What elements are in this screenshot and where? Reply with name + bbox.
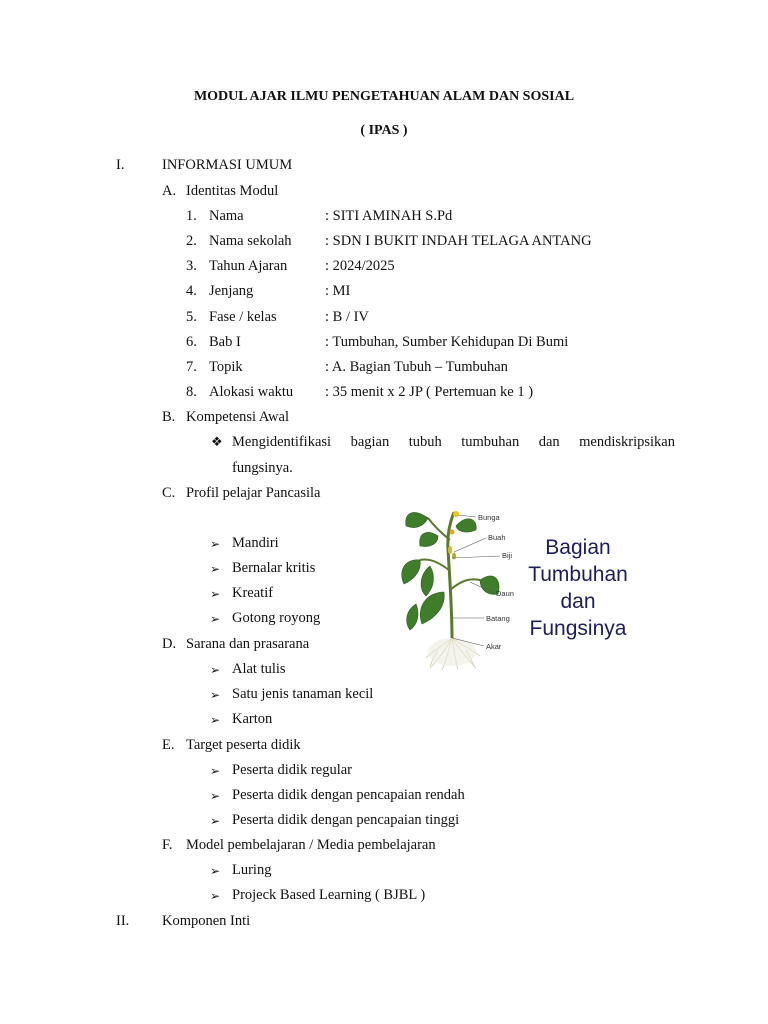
list-item: Peserta didik dengan pencapaian rendah <box>232 787 465 803</box>
competency-word: tubuh <box>408 434 442 450</box>
label-batang: Batang <box>486 614 510 623</box>
arrow-bullet-icon: ➢ <box>210 789 221 803</box>
arrow-bullet-icon: ➢ <box>210 562 221 576</box>
arrow-bullet-icon: ➢ <box>210 889 221 903</box>
identity-value: : Tumbuhan, Sumber Kehidupan Di Bumi <box>325 334 569 350</box>
arrow-bullet-icon: ➢ <box>210 612 221 626</box>
identity-num: 4. <box>186 283 197 299</box>
identity-num: 6. <box>186 334 197 350</box>
plant-fruit <box>448 546 452 554</box>
identity-value: : 2024/2025 <box>325 258 395 274</box>
figure-heading-line-2: Tumbuhan <box>528 563 628 586</box>
label-buah: Buah <box>488 533 506 542</box>
section-1-number: I. <box>116 157 125 173</box>
identity-label: Nama <box>209 208 244 224</box>
section-2-title: Komponen Inti <box>162 913 251 929</box>
identity-num: 5. <box>186 309 197 325</box>
identity-label: Tahun Ajaran <box>209 258 288 274</box>
subsection-a-letter: A. <box>162 183 177 199</box>
label-daun: Daun <box>496 589 514 598</box>
list-item: Peserta didik dengan pencapaian tinggi <box>232 812 460 828</box>
identity-label: Fase / kelas <box>209 309 277 325</box>
document-title: MODUL AJAR ILMU PENGETAHUAN ALAM DAN SOSIAL <box>193 89 575 104</box>
identity-value: : A. Bagian Tubuh – Tumbuhan <box>325 359 508 375</box>
subsection-b-title: Kompetensi Awal <box>186 409 289 425</box>
subsection-b-letter: B. <box>162 409 176 425</box>
figure-heading-line-3: dan <box>560 590 596 613</box>
competency-word: mendiskripsikan <box>579 434 675 450</box>
plant-flower <box>453 511 459 517</box>
plant-parts-figure <box>390 500 643 672</box>
subsection-d-title: Sarana dan prasarana <box>186 636 310 652</box>
arrow-bullet-icon: ➢ <box>210 864 221 878</box>
identity-label: Nama sekolah <box>209 233 292 249</box>
identity-num: 1. <box>186 208 197 224</box>
list-item: Satu jenis tanaman kecil <box>232 686 374 702</box>
competency-word: tumbuhan <box>461 434 520 450</box>
identity-value: : MI <box>325 283 351 299</box>
identity-label: Bab I <box>209 334 241 350</box>
arrow-bullet-icon: ➢ <box>210 764 221 778</box>
list-item: Mandiri <box>232 535 279 551</box>
list-item: Alat tulis <box>232 661 286 677</box>
competency-line-1 <box>232 433 675 451</box>
identity-value: : 35 menit x 2 JP ( Pertemuan ke 1 ) <box>325 384 534 400</box>
list-item: Peserta didik regular <box>232 762 352 778</box>
subsection-c-title: Profil pelajar Pancasila <box>186 485 321 501</box>
identity-value: : SDN I BUKIT INDAH TELAGA ANTANG <box>325 233 592 249</box>
arrow-bullet-icon: ➢ <box>210 587 221 601</box>
list-item: Projeck Based Learning ( BJBL ) <box>232 887 426 903</box>
section-1-title: INFORMASI UMUM <box>162 157 293 173</box>
subsection-a-title: Identitas Modul <box>186 183 279 199</box>
competency-line-2: fungsinya. <box>232 460 293 476</box>
list-item: Kreatif <box>232 585 274 601</box>
document-subtitle: ( IPAS ) <box>360 123 408 138</box>
arrow-bullet-icon: ➢ <box>210 814 221 828</box>
label-akar: Akar <box>486 642 502 651</box>
subsection-f-letter: F. <box>162 837 173 853</box>
competency-word: dan <box>538 434 560 450</box>
subsection-c-letter: C. <box>162 485 176 501</box>
subsection-e-letter: E. <box>162 737 175 753</box>
arrow-bullet-icon: ➢ <box>210 688 221 702</box>
list-item: Luring <box>232 862 272 878</box>
identity-num: 3. <box>186 258 197 274</box>
section-2-number: II. <box>116 913 130 929</box>
plant-illustration <box>390 500 643 672</box>
identity-value: : SITI AMINAH S.Pd <box>325 208 453 224</box>
competency-word: Mengidentifikasi <box>232 434 332 450</box>
subsection-d-letter: D. <box>162 636 177 652</box>
label-biji: Biji <box>502 551 513 560</box>
identity-num: 8. <box>186 384 197 400</box>
label-bunga: Bunga <box>478 513 500 522</box>
arrow-bullet-icon: ➢ <box>210 537 221 551</box>
identity-label: Jenjang <box>209 283 254 299</box>
list-item: Bernalar kritis <box>232 560 316 576</box>
diamond-bullet-icon: ❖ <box>211 434 223 449</box>
arrow-bullet-icon: ➢ <box>210 713 221 727</box>
identity-num: 2. <box>186 233 197 249</box>
list-item: Karton <box>232 711 273 727</box>
arrow-bullet-icon: ➢ <box>210 663 221 677</box>
identity-label: Topik <box>209 359 243 375</box>
list-item: Gotong royong <box>232 610 321 626</box>
identity-label: Alokasi waktu <box>209 384 294 400</box>
subsection-f-title: Model pembelajaran / Media pembelajaran <box>186 837 436 853</box>
competency-word: bagian <box>350 434 390 450</box>
identity-num: 7. <box>186 359 197 375</box>
figure-heading-line-4: Fungsinya <box>529 617 627 640</box>
subsection-e-title: Target peserta didik <box>186 737 301 753</box>
figure-heading-line-1: Bagian <box>545 536 611 559</box>
identity-value: : B / IV <box>325 309 369 325</box>
